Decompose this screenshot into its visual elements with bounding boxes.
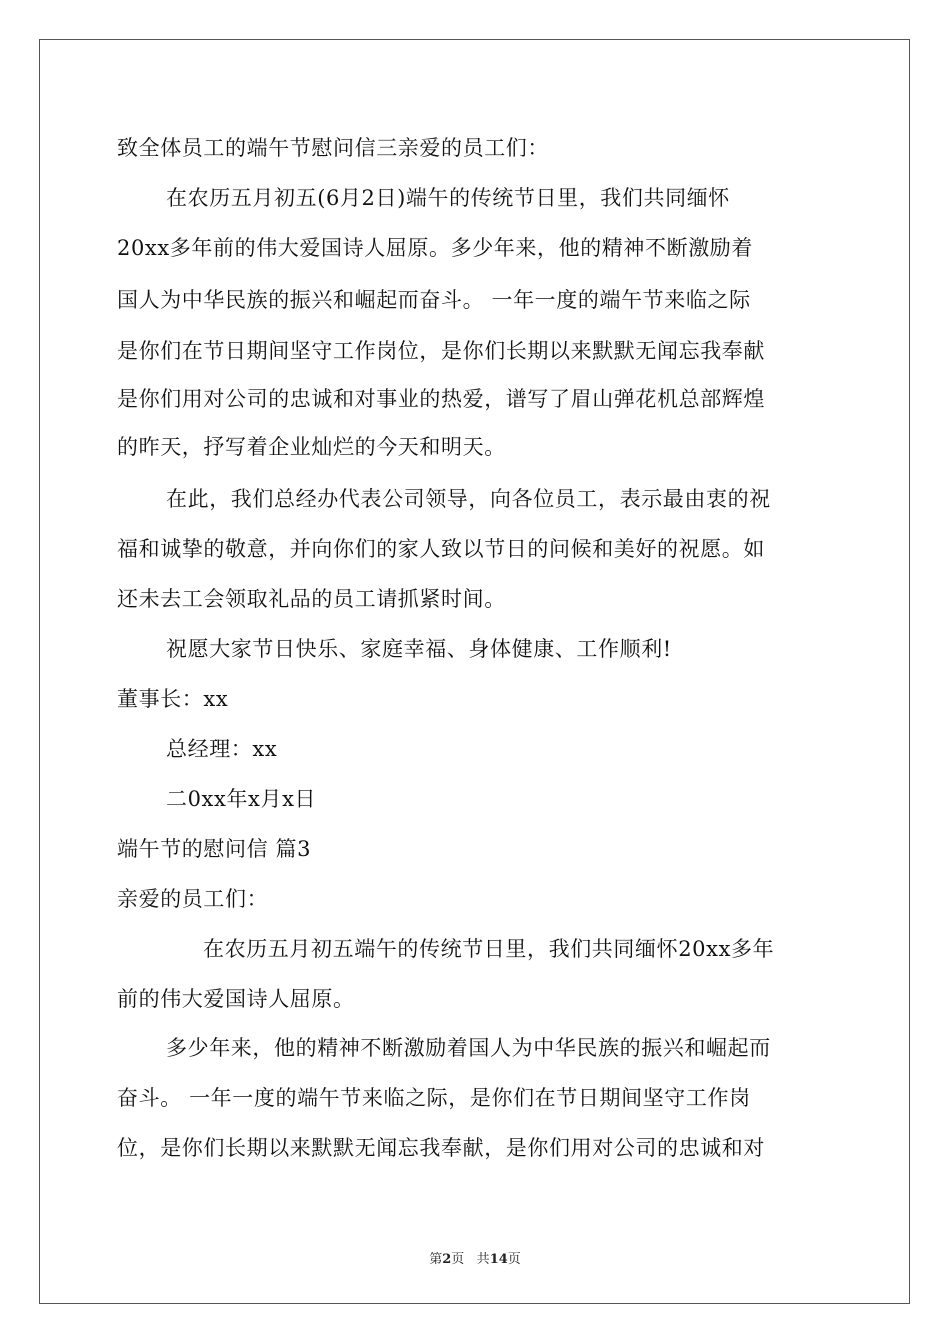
- paragraph-line: 国人为中华民族的振兴和崛起而奋斗。 一年一度的端午节来临之际: [117, 288, 751, 312]
- salutation: 亲爱的员工们：: [117, 887, 269, 911]
- page-border: [39, 39, 910, 1304]
- paragraph-line: 的昨天，抒写着企业灿烂的今天和明天。: [117, 435, 506, 459]
- paragraph-line: 在农历五月初五(6月2日)端午的传统节日里，我们共同缅怀: [166, 186, 730, 210]
- paragraph-line: 前的伟大爱国诗人屈原。: [117, 987, 355, 1011]
- paragraph-line: 在农历五月初五端午的传统节日里，我们共同缅怀20xx多年: [203, 937, 775, 961]
- paragraph-line: 多少年来，他的精神不断激励着国人为中华民族的振兴和崛起而: [166, 1036, 771, 1060]
- paragraph-line: 是你们用对公司的忠诚和对事业的热爱，谱写了眉山弹花机总部辉煌: [117, 387, 765, 411]
- page-footer: [0, 1252, 950, 1268]
- paragraph-line: 20xx多年前的伟大爱国诗人屈原。多少年来，他的精神不断激励着: [117, 236, 754, 260]
- signature-date: 二0xx年x月x日: [166, 787, 317, 811]
- blessing-line: 祝愿大家节日快乐、家庭幸福、身体健康、工作顺利!: [166, 637, 672, 661]
- signature-chairman: 董事长：xx: [117, 687, 229, 711]
- paragraph-line: 还未去工会领取礼品的员工请抓紧时间。: [117, 587, 506, 611]
- paragraph-line: 奋斗。 一年一度的端午节来临之际，是你们在节日期间坚守工作岗: [117, 1086, 751, 1110]
- total-suffix: 页: [507, 1252, 521, 1267]
- paragraph-line: 在此，我们总经办代表公司领导，向各位员工，表示最由衷的祝: [166, 487, 771, 511]
- page-prefix: 第: [429, 1252, 443, 1267]
- letter-heading: 致全体员工的端午节慰问信三亲爱的员工们：: [117, 136, 549, 160]
- page-number: 2: [442, 1252, 452, 1267]
- total-prefix: 共: [476, 1252, 490, 1267]
- paragraph-line: 福和诚挚的敬意，并向你们的家人致以节日的问候和美好的祝愿。如: [117, 537, 765, 561]
- paragraph-line: 是你们在节日期间坚守工作岗位，是你们长期以来默默无闻忘我奉献: [117, 339, 765, 363]
- paragraph-line: 位，是你们长期以来默默无闻忘我奉献，是你们用对公司的忠诚和对: [117, 1136, 765, 1160]
- signature-manager: 总经理：xx: [166, 737, 278, 761]
- page-suffix: 页: [451, 1252, 465, 1267]
- total-pages: 14: [489, 1252, 508, 1267]
- section-title: 端午节的慰问信 篇3: [117, 837, 312, 861]
